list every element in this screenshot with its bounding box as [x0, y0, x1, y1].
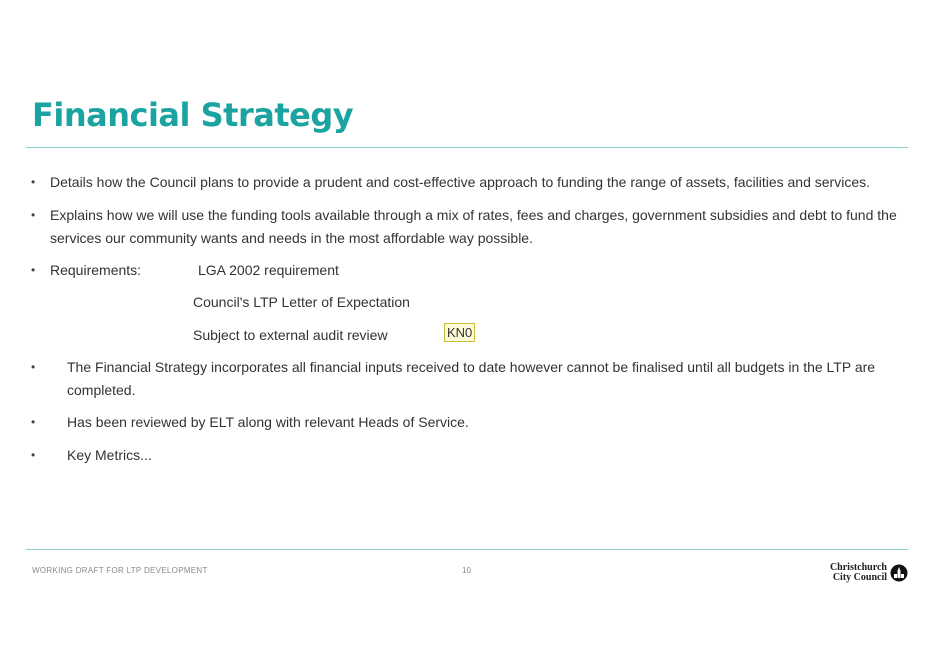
- title-divider: [26, 147, 908, 148]
- requirement-item: Subject to external audit review: [193, 327, 388, 343]
- requirement-item: Council's LTP Letter of Expectation: [193, 294, 410, 310]
- bullet-text-continued: services our community wants and needs in the most affordable way possible.: [50, 230, 533, 246]
- council-logo: [830, 563, 908, 583]
- slide-title: Financial Strategy: [32, 96, 354, 134]
- logo-line2: City Council: [832, 572, 887, 583]
- bullet-text: Has been reviewed by ELT along with relevant Heads of Service.: [67, 414, 469, 430]
- bullet-marker: •: [31, 448, 36, 462]
- requirement-item: LGA 2002 requirement: [198, 262, 339, 278]
- footer-divider: [26, 549, 908, 550]
- bullet-text: Explains how we will use the funding tools available through a mix of rates, fees and charges, government subsidies and debt to fund the: [50, 207, 897, 223]
- bullet-text-continued: completed.: [67, 382, 136, 398]
- bullet-text: Details how the Council plans to provide a prudent and cost-effective approach to funding the range of assets, facilities and services.: [50, 174, 870, 190]
- bullet-marker: •: [31, 263, 36, 277]
- cathedral-emblem-icon: [890, 564, 908, 582]
- bullet-text: The Financial Strategy incorporates all financial inputs received to date however cannot be finalised until all budgets in the LTP are: [67, 359, 876, 375]
- bullet-marker: •: [31, 415, 36, 429]
- requirements-label: Requirements:: [50, 262, 142, 278]
- page-number: 10: [462, 566, 471, 575]
- comment-marker[interactable]: KN0: [444, 323, 475, 342]
- bullet-marker: •: [31, 360, 36, 374]
- bullet-marker: •: [31, 208, 36, 222]
- logo-line1: Christchurch: [829, 562, 887, 573]
- bullet-text: Key Metrics...: [67, 447, 152, 463]
- bullet-marker: •: [31, 175, 36, 189]
- draft-label: WORKING DRAFT FOR LTP DEVELOPMENT: [32, 566, 208, 575]
- logo-wordmark: [830, 563, 887, 583]
